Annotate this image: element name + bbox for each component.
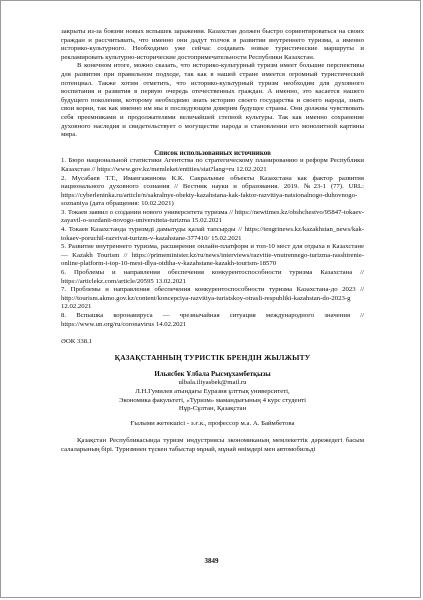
reference-item: 7. Проблемы и направления обеспечения конкурентоспособности туризма Казахстана-до 2023 // http://tourism.akmo.gov.kz/content/koncepciya-razvitiya-turistskoy-otrasli-respubliki-kazahstan-do-2023-g 12.02.2021 bbox=[61, 286, 364, 311]
reference-item: 4. Токаев Казахстанда туризмді дамытуды қалай тапсырды // https://tengrinews.kz/kazakhstan_news/kak-tokaev-poruchil-razvivat-turizm-v-kazahstane-377410/ 15.02.2021 bbox=[61, 226, 364, 242]
references-list bbox=[61, 157, 364, 329]
affiliation-city: Нұр-Сұлтан, Қазақстан bbox=[178, 405, 247, 413]
page-content bbox=[61, 28, 364, 455]
paragraph-intro: закрыты из-за боязни новых вспышек заражения. Казахстан должен быстро сориентироваться на своих граждан и рассчитывать, что именно они дадут толчок в развитии внутреннего туризма, а именно историко-культурного. Необходимо уже сейчас создавать новые туристические маршруты и рекламировать культурно-исторические достопримечательности Республики Казахстан. bbox=[61, 28, 364, 61]
reference-item: 3. Токаев заявил о создании нового университета туризма // https://newtimes.kz/obshchestvo/95847-tokaev-zayavil-o-sozdanii-novogo-universiteta-turizma 15.02.2021 bbox=[61, 208, 364, 225]
reference-item: 8. Вспышка коронавируса — чрезвычайная ситуация международного значения // https://www.un.org/ru/coronavirus 14.02.2021 bbox=[61, 312, 364, 328]
reference-item: 6. Проблемы и направления обеспечения конкурентоспособности туризма Казахстана // https://articlekz.com/article/20595 13.02.2021 bbox=[61, 269, 364, 285]
author-email: ulbala.iliyasbek@mail.ru bbox=[178, 379, 247, 387]
paragraph-article-start: Қазақстан Республикасында туризм индустриясы экономиканың мемлекеттік дәрежедегі басым салаларының бірі. Туризмнен түскен табыстар мұнай, мұнай өнімдері мен автомобильді bbox=[61, 437, 364, 453]
references-title: Список использованных источников bbox=[154, 148, 271, 157]
reference-item: 1. Бюро национальной статистики Агентства по стратегическому планированию и реформ Республики Казахстан // https://www.gov.kz/memleket/entities/stat?lang=ru 12.02.2021 bbox=[61, 157, 364, 173]
affiliation-faculty: Экономика факультеті, «Туризм» мамандығының 4 курс студенті bbox=[119, 396, 306, 404]
author-name: Ильясбек Ұлбала Рысмұхамбетқызы bbox=[154, 370, 271, 378]
article-title: ҚАЗАҚСТАННЫҢ ТУРИСТІК БРЕНДІН ЖЫЛЖЫТУ bbox=[114, 352, 311, 362]
reference-item: 5. Развитие внутреннего туризма, расширение онлайн-платформ и топ-10 мест для отдыха в Казахстане — Kazakh Tourism // https://primeminister.kz/ru/news/interviews/razvitie-vnutrennego-turizma-rasshirenie-online-platform-i-top-10-mest-dlya-otdiha-v-kazahstane-kazakh-tourism-18570 bbox=[61, 243, 364, 268]
udc-code: ӘОК 338.1 bbox=[61, 338, 93, 346]
affiliation-university: Л.Н.Гумилев атындағы Еуразия ұлттық университеті, bbox=[135, 387, 290, 395]
supervisor: Ғылыми жетекшісі - э.ғ.к., профессор м.а. А. Баймбетова bbox=[130, 419, 295, 427]
reference-item: 2. Мусабаев Т.Т., Имангажинова К.К. Сакральные объекты Казахстана как фактор развития национального духовного сознания // Вестник науки и образования. 2019. №23-1 (77). URL: https://cyberleninka.ru/article/n/sakralnye-obekty-kazahstana-kak-faktor-razvitiya-natsionalnogo-duhovnogo-soznaniya (дата обращения: 10.02.2021) bbox=[61, 174, 364, 208]
page-number: 3849 bbox=[204, 557, 219, 565]
paragraph-conclusion: В конечном итоге, можно сказать, что историко-культурный туризм имеет большие перспективы для развития при правильном подходе, так как в нашей стране имеется огромный туристический потенциал. Также хотим отметить, что историко-культурный туризм необходим для духовного воспитания и развития в первую очередь отечественных граждан. А именно, это касается нашего будущего поколения, которому необходимо знать историю своего государства и своего народа, знать свои корни, так как именно им мы в последующем доверим будущее страны. Они должны чувствовать себя преемниками и продолжателями величайшей степной культуры. Так как именно сохранение духовного наследия и свидетельствует о могуществе народа и становлении его монолитной картины мира. bbox=[61, 62, 364, 139]
